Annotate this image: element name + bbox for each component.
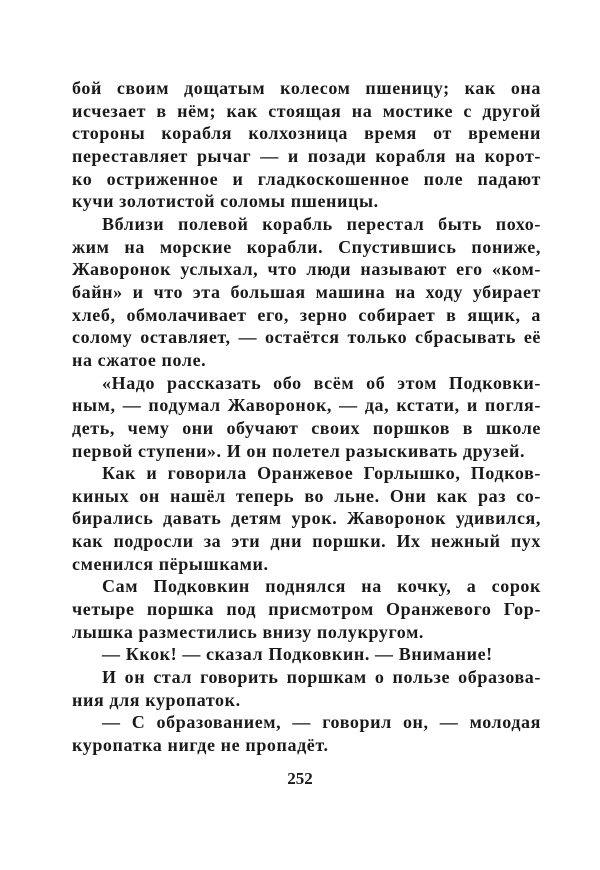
paragraph xyxy=(72,575,541,643)
paragraph xyxy=(72,213,541,372)
text-line: жим на морские корабли. Спустившись пониже, xyxy=(72,236,541,257)
text-line: — С образованием, — говорил он, — молодая xyxy=(102,712,541,733)
text-line: Вблизи полевой корабль перестал быть похо- xyxy=(102,213,541,234)
text-line: стороны корабля колхозница время от времени xyxy=(72,123,541,144)
text-line: — Ккок! — сказал Подковкин. — Внимание! xyxy=(102,644,493,665)
text-line: четыре поршка под присмотром Оранжевого Гор- xyxy=(72,599,541,620)
text-line: ния для куропаток. xyxy=(72,689,241,710)
text-line: киных он нашёл теперь во льне. Они как раз со- xyxy=(72,485,541,506)
text-line: переставляет рычаг — и позади корабля на корот- xyxy=(72,145,541,166)
text-line: бой своим дощатым колесом пшеницу; как она xyxy=(72,78,541,98)
paragraph xyxy=(72,77,541,213)
text-line: ным, — подумал Жаворонок, — да, кстати, и погля- xyxy=(72,395,541,416)
page-number: 252 xyxy=(287,769,313,788)
text-line: солому оставляет, — остаётся только сбрасывать её xyxy=(72,327,541,348)
paragraph xyxy=(72,711,541,756)
text-line: на сжатое поле. xyxy=(72,349,207,370)
text-line: байн» и что эта большая машина на ходу убирает xyxy=(72,281,541,302)
text-line: Сам Подковкин поднялся на кочку, а сорок xyxy=(102,576,541,597)
paragraph xyxy=(72,643,541,666)
text-line: хлеб, обмолачивает его, зерно собирает в ящик, а xyxy=(72,304,541,325)
book-page-text xyxy=(72,77,541,757)
text-line: сменился пёрышками. xyxy=(72,553,269,574)
text-line: исчезает в нём; как стоящая на мостике с другой xyxy=(72,100,541,121)
paragraph xyxy=(72,372,541,463)
text-line: кучи золотистой соломы пшеницы. xyxy=(72,191,379,212)
text-line: деть, чему они обучают своих поршков в школе xyxy=(72,417,541,438)
text-line: как подросли за эти дни поршки. Их нежный пух xyxy=(72,531,541,552)
text-line: лышка разместились внизу полукругом. xyxy=(72,621,425,642)
text-line: Как и говорила Оранжевое Горлышко, Подков- xyxy=(102,463,541,484)
text-line: И он стал говорить поршкам о пользе образова- xyxy=(102,667,541,688)
text-line: Жаворонок услыхал, что люди называют его «ком- xyxy=(72,259,541,280)
paragraph xyxy=(72,462,541,575)
text-line: «Надо рассказать обо всём об этом Подковки- xyxy=(102,372,541,393)
paragraph xyxy=(72,666,541,711)
text-line: ко остриженное и гладкоскошенное поле падают xyxy=(72,168,541,189)
text-line: куропатка нигде не пропадёт. xyxy=(72,735,329,756)
text-line: бирались давать детям урок. Жаворонок удивился, xyxy=(72,508,541,529)
text-line: первой ступени». И он полетел разыскивать друзей. xyxy=(72,440,526,461)
